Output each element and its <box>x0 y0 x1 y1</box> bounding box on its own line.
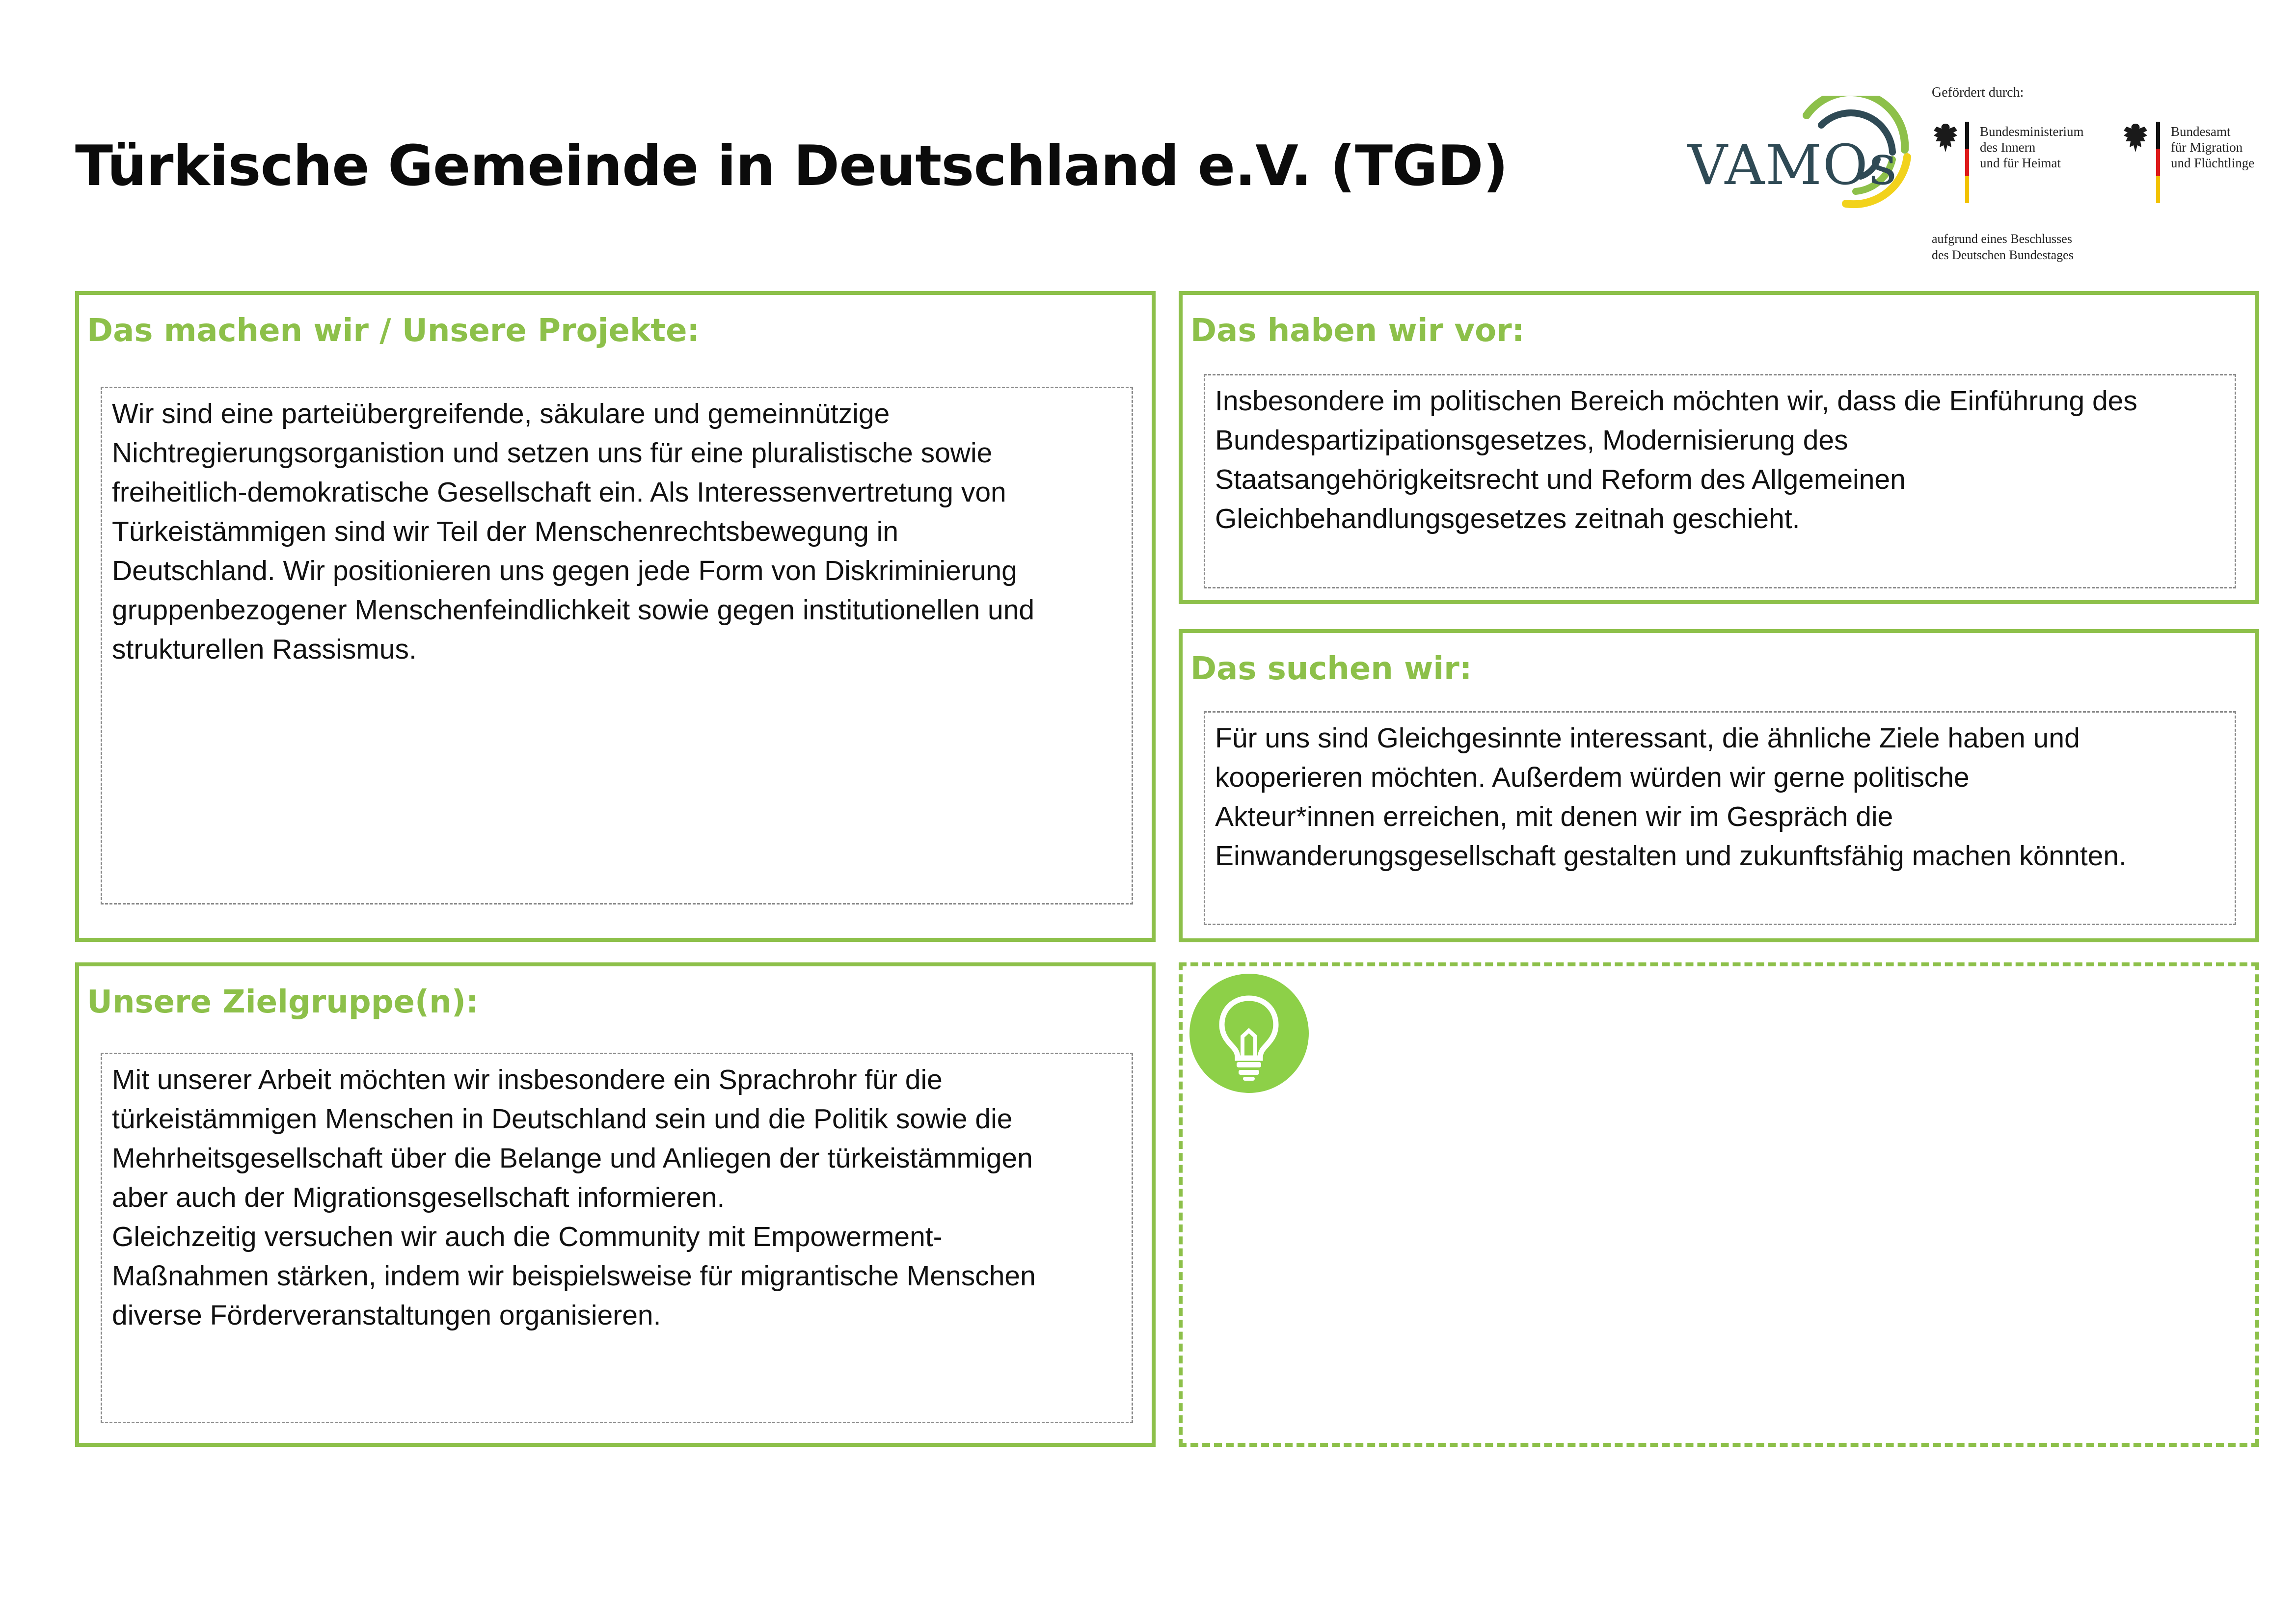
plans-heading: Das haben wir vor: <box>1190 313 1525 349</box>
plans-section <box>1179 291 2259 604</box>
target-groups-text-field[interactable]: Mit unserer Arbeit möchten wir insbesondere ein Sprachrohr für die türkeistämmigen Menschen in Deutschland sein und die Politik sowie die Mehrheitsgesellschaft über die Belange und Anliegen der türkeistämmigen aber auch der Migrationsgesellschaft informieren. Gleichzeitig versuchen wir auch die Community mit Empowerment- Maßnahmen stärken, indem wir beispielsweise für migrantische Menschen diverse Förderveranstaltungen organisieren. <box>101 1053 1133 1423</box>
projects-text-field[interactable]: Wir sind eine parteiübergreifende, säkulare und gemeinnützige Nichtregierungsorganistion und setzen uns für eine pluralistische sowie freiheitlich-demokratische Gesellschaft ein. Als Interessenvertretung von Türkeistämmigen sind wir Teil der Menschenrechtsbewegung in Deutschland. Wir positionieren uns gegen jede Form von Diskriminierung gruppenbezogener Menschenfeindlichkeit sowie gegen institutionellen und strukturellen Rassismus. <box>101 387 1133 905</box>
german-flag-stripe <box>2156 122 2160 203</box>
seeking-heading: Das suchen wir: <box>1190 651 1472 687</box>
lightbulb-icon <box>1189 974 1309 1093</box>
seeking-text-field[interactable]: Für uns sind Gleichgesinnte interessant, die ähnliche Ziele haben und kooperieren möchten. Außerdem würden wir gerne politische Akteur*innen erreichen, mit denen wir im Gespräch die Einwanderungsgesellschaft gestalten und zukunftsfähig machen könnten. <box>1204 711 2236 925</box>
target-groups-heading: Unsere Zielgruppe(n): <box>87 984 479 1020</box>
german-flag-stripe <box>1965 122 1969 203</box>
plans-text-field[interactable]: Insbesondere im politischen Bereich möchten wir, dass die Einführung des Bundespartizipationsgesetzes, Modernisierung des Staatsangehörigkeitsrecht und Reform des Allgemeinen Gleichbehandlungsgesetzes zeitnah geschieht. <box>1204 374 2236 588</box>
vamos-logo-text: VAMOs <box>1688 133 1898 197</box>
ideas-section[interactable] <box>1179 962 2259 1447</box>
projects-heading: Das machen wir / Unsere Projekte: <box>87 313 700 349</box>
bundestag-resolution-note: aufgrund eines Beschlusses des Deutschen Bundestages <box>1932 232 2074 262</box>
federal-eagle-icon <box>1932 122 1959 154</box>
funded-by-label: Gefördert durch: <box>1932 85 2024 100</box>
projects-section <box>75 291 1156 942</box>
page-title: Türkische Gemeinde in Deutschland e.V. (TGD) <box>75 133 1508 198</box>
seeking-section <box>1179 629 2259 942</box>
federal-eagle-icon <box>2122 122 2149 154</box>
ministry-interior-name: Bundesministerium des Innern und für Heimat <box>1980 124 2084 170</box>
ministry-migration-name: Bundesamt für Migration und Flüchtlinge <box>2171 124 2255 170</box>
target-groups-section <box>75 962 1156 1447</box>
